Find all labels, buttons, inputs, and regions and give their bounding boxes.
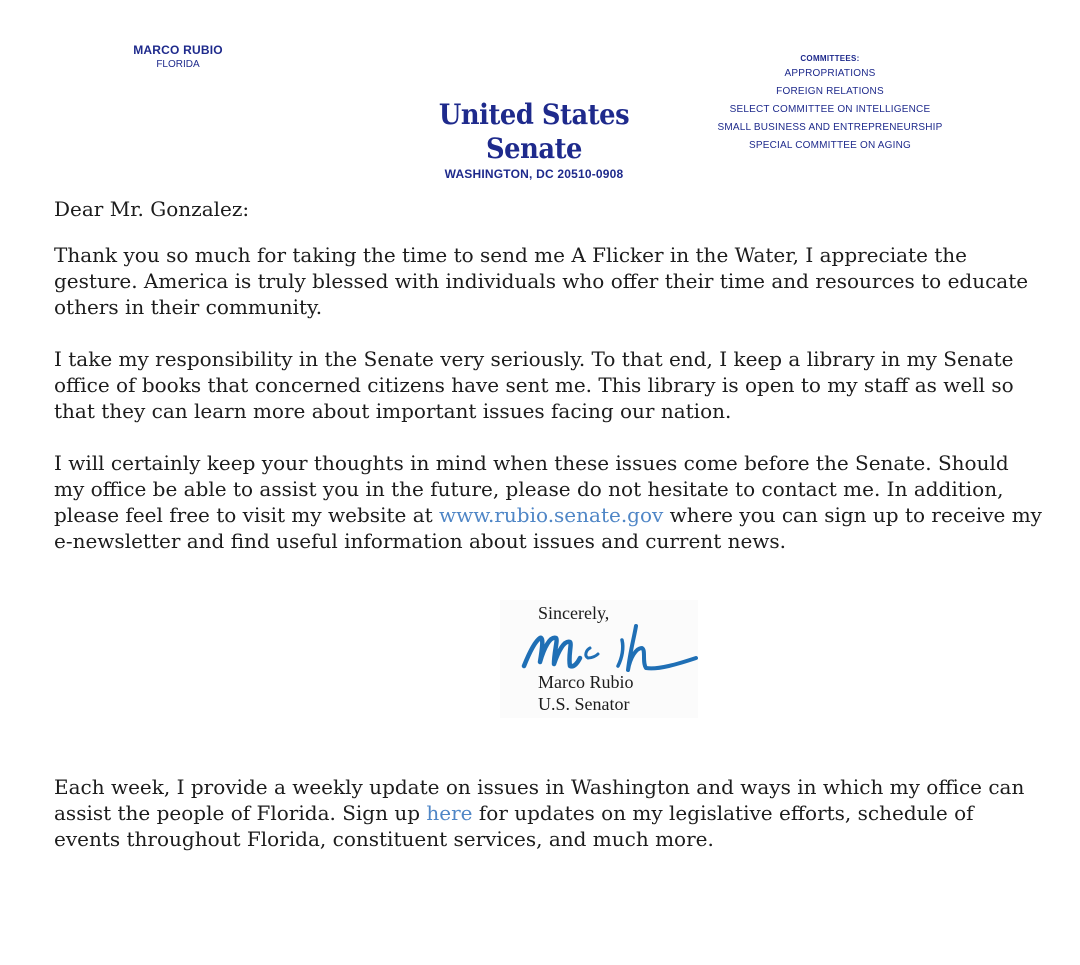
signer-name: Marco Rubio bbox=[538, 672, 634, 692]
salutation: Dear Mr. Gonzalez: bbox=[54, 197, 250, 221]
signature-block bbox=[500, 600, 698, 718]
closing: Sincerely, bbox=[538, 603, 610, 623]
body-paragraph-with-link bbox=[54, 450, 1044, 554]
body-paragraph: I take my responsibility in the Senate very seriously. To that end, I keep a library in my Senate office of books that concerned citizens have sent me. This library is open to my staff as well so that they can learn more about important issues facing our nation. bbox=[54, 347, 1014, 423]
senate-masthead bbox=[394, 98, 674, 182]
committee-item: SMALL BUSINESS AND ENTREPRENEURSHIP bbox=[717, 122, 943, 133]
paragraph-text: I will certainly keep your thoughts in mind when these issues come before the Senate. Should my office be able to assist you in the future, please do not hesitate to contact me. In addition, please feel free to visit my website at bbox=[54, 451, 1009, 527]
signup-link[interactable]: here bbox=[426, 801, 473, 825]
paragraph-text: for updates on my legislative efforts, schedule of events throughout Florida, constituent services, and much more. bbox=[54, 801, 974, 851]
signer-title: U.S. Senator bbox=[538, 694, 630, 714]
committee-item: SELECT COMMITTEE ON INTELLIGENCE bbox=[729, 104, 931, 115]
newsletter-paragraph bbox=[54, 774, 1044, 852]
committee-item: APPROPRIATIONS bbox=[784, 68, 876, 79]
paragraph-text: Each week, I provide a weekly update on issues in Washington and ways in which my office can assist the people of Florida. Sign up bbox=[54, 775, 1025, 825]
committees-list bbox=[710, 52, 950, 155]
website-link[interactable]: www.rubio.senate.gov bbox=[439, 503, 664, 527]
letter-body bbox=[54, 196, 1044, 580]
committee-item: FOREIGN RELATIONS bbox=[776, 86, 884, 97]
committees-heading: COMMITTEES: bbox=[800, 54, 860, 63]
letterhead-sender bbox=[118, 43, 238, 72]
senate-title: United States Senate bbox=[438, 98, 630, 165]
committee-item: SPECIAL COMMITTEE ON AGING bbox=[748, 140, 912, 151]
body-paragraph: Thank you so much for taking the time to send me A Flicker in the Water, I appreciate the gesture. America is truly blessed with individuals who offer their time and resources to educate others in their community. bbox=[54, 243, 1029, 319]
senate-address: WASHINGTON, DC 20510-0908 bbox=[444, 167, 624, 181]
paragraph-text: where you can sign up to receive my e-newsletter and find useful information about issues and current news. bbox=[54, 503, 1042, 553]
newsletter-note bbox=[54, 774, 1044, 852]
sender-name: MARCO RUBIO bbox=[133, 43, 223, 57]
sender-state: FLORIDA bbox=[156, 59, 200, 70]
